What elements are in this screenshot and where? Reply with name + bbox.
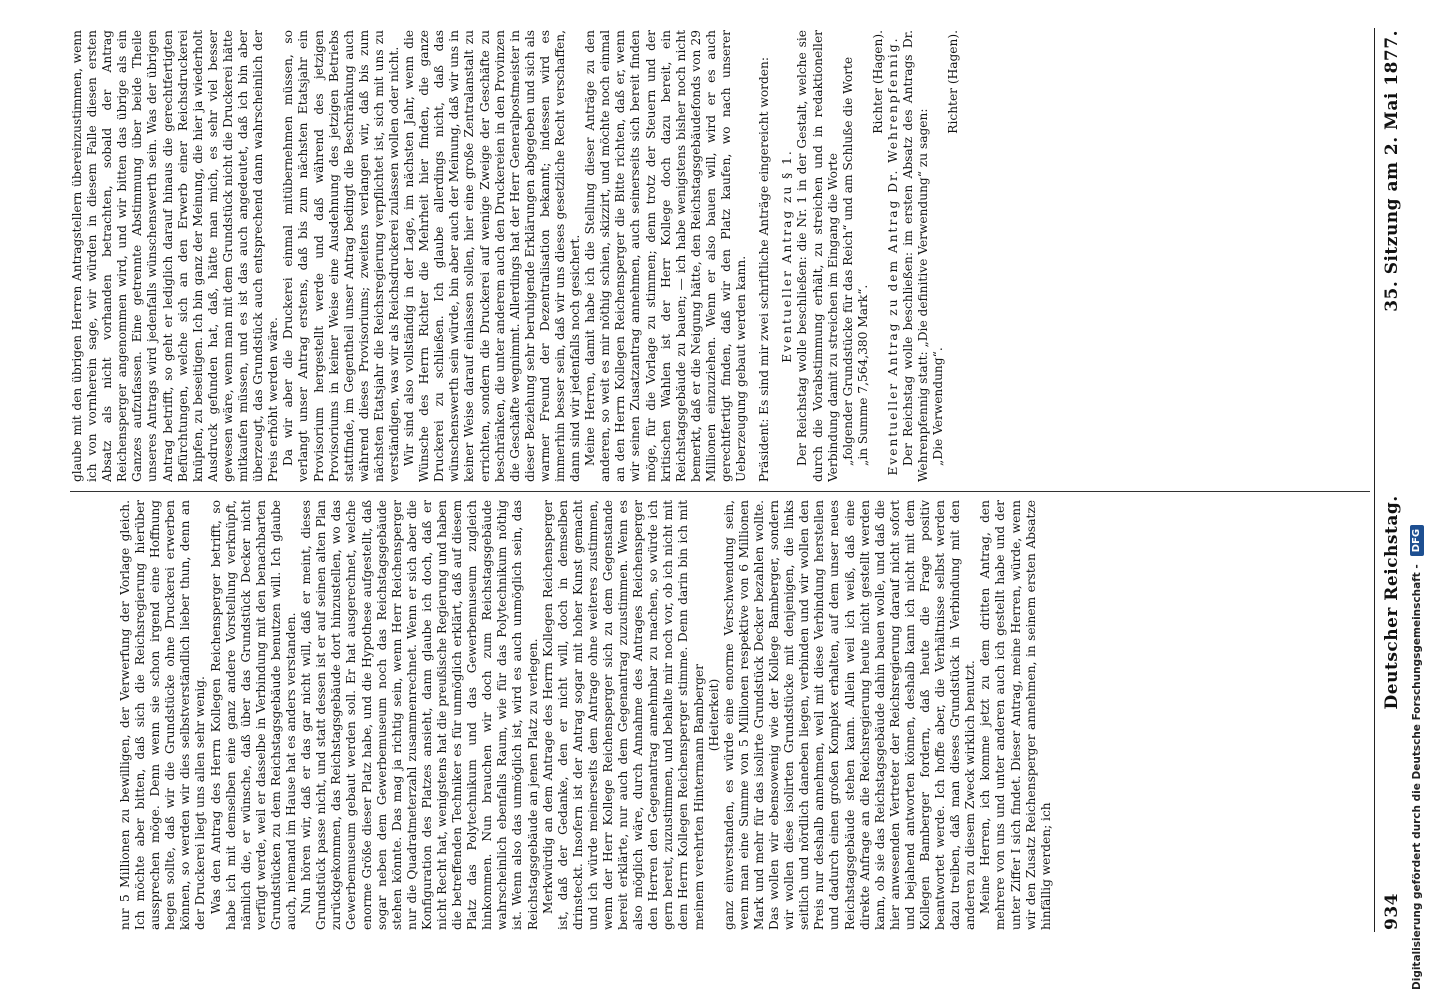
paragraph: Wir sind also vollständig in der Lage, im nächsten Jahr, wenn die Wünsche des Herrn Richter die Mehrheit hier finden, die ganze Druckerei zu schließen. Ich glaube allerdings nicht, daß das wünschenswerth sein würde, bin aber auch der Meinung, daß wir uns in keiner Weise darauf einlassen sollen, hier eine große Zentralanstalt zu errichten, sondern die Druckerei auf wenige Zweige der Geschäfte zu beschränken, die unter anderem auch den Druckereien in den Provinzen die Geschäfte wegnimmt. Allerdings hat der Herr Generalpostmeister in dieser Beziehung sehr beruhigende Erklärungen abgegeben und sich als warmer Freund der Dezentralisation bekannt; indessen wird es immerhin besser sein, daß wir uns dieses gesetzliche Recht verschaffen, dann sind wir jedenfalls noch gesichert.	[402, 30, 583, 482]
paragraph: nur 5 Millionen zu bewilligen, der Verwerfung der Vorlage gleich. Ich möchte aber bitten, daß sich die Reichsregierung hierüber aussprechen möge. Denn wenn sie schon irgend eine Hoffnung hegen sollte, daß wir die Grundstücke ohne Druckerei erwerben können, so werden wir dies selbstverständlich lieber thun, denn an der Druckerei liegt uns allen sehr wenig.	[118, 500, 208, 930]
header-rule	[1374, 28, 1375, 932]
paragraph: Was den Antrag des Herrn Kollegen Reichensperger betrifft, so habe ich mit demselben eine ganz andere Vorstellung verknüpft, nämlich die, er wünsche, daß über das Grundstück Decker nicht verfügt werde, weil er dasselbe in Verbindung mit den benachbarten Grundstücken zu dem Reichstagsgebäude benutzen will. Ich glaube auch, niemand im Hause hat es anders verstanden.	[208, 500, 299, 930]
paragraph: Da wir aber die Druckerei einmal mitübernehmen müssen, so verlangt unser Antrag erstens, daß bis zum nächsten Etatsjahr ein Provisorium hergestellt werde und daß während des jetzigen Provisoriums in keiner Weise eine Ausdehnung des jetzigen Betriebs stattfinde, im Gegentheil unser Antrag bedingt die Beschränkung auch während dieses Provisoriums; zweitens verlangen wir, daß bis zum nächsten Etatsjahr die Reichsregierung verpflichtet ist, sich mit uns zu verständigen, was wir als Reichsdruckerei zulassen wollen oder nicht.	[281, 30, 401, 482]
paragraph: Meine Herren, ich komme jetzt zu dem dritten Antrag, den mehrere von uns und unter anderen auch ich gestellt habe und der unter Ziffer I sich findet. Dieser Antrag, meine Herren, würde, wenn wir den Zusatz Reichensperger annehmen, in seinem ersten Absatze hinfällig werden; ich	[978, 500, 1053, 930]
text-column-right	[70, 30, 1370, 482]
session-title: 35. Sitzung am 2. Mai 1877.	[1382, 30, 1402, 312]
paragraph-gap	[749, 30, 757, 482]
text-column-left	[118, 500, 1368, 930]
dfg-logo-badge: DFG	[1410, 525, 1424, 556]
paragraph: Eventueller Antrag zu § 1.	[780, 149, 795, 363]
paragraph: (Heiterkeit)	[706, 678, 721, 752]
page-number: 934	[1382, 893, 1402, 930]
column-divider	[70, 491, 1370, 492]
paragraph: Der Reichstag wolle beschließen: die Nr. 1 in der Gestalt, welche sie durch die Vorabstimmung erhält, zu streichen und in redaktioneller Verbindung damit zu streichen im Eingang die Worte	[795, 30, 840, 482]
paragraph-gap	[772, 30, 780, 482]
paragraph: Merkwürdig an dem Antrage des Herrn Kollegen Reichensperger ist, daß der Gedanke, den er nicht will, doch in demselben drinsteckt. Insofern ist der Antrag sogar mit hoher Kunst gemacht und ich würde meinerseits dem Antrage ohne weiteres zustimmen, wenn der Herr Kollege Reichensperger sich zu dem Gegenstande bereit erklärte, nur auch dem Gegenantrag zuzustimmen. Wenn es also möglich wäre, durch Annahme des Antrages Reichensperger den Herren den Gegenantrag annehmbar zu machen, so würde ich gern bereit, zuzustimmen, und behalte mir noch vor, ob ich nicht mit dem Herrn Kollegen Reichensperger stimme. Denn darin bin ich mit meinem verehrten Hintermann Bamberger	[540, 500, 706, 930]
running-header	[1376, 30, 1408, 930]
paragraph: „in Summe 7,564,380 Mark“.	[855, 284, 870, 466]
dfg-stamp-text: Digitalisierung gefördert durch die Deutsche Forschungsgemeinschaft -	[1411, 564, 1423, 990]
paragraph: Eventueller Antrag zu dem Antrag Dr. Wehrenpfennig.	[885, 36, 900, 476]
paragraph: ganz einverstanden, es würde eine enorme Verschwendung sein, wenn man eine Summe von 5 Millionen respektive von 6 Millionen Mark und mehr für das isolirte Grundstück Decker bezahlen wollte. Das wollen wir ebensowenig wie der Kollege Bamberger, sondern wir wollen diese isolirten Grundstücke mit denjenigen, die links seitlich und nördlich daneben liegen, verbinden und wir wollen den Preis nur deshalb annehmen, weil mit diese Verbindung herstellen und dadurch einen großen Komplex erhalten, auf dem unser neues Reichstagsgebäude stehen kann. Allein weil ich weiß, daß eine direkte Anfrage an die Reichsregierung heute nicht gestellt werden kann, ob sie das Reichstagsgebäude dahin bauen wolle, und daß die hier anwesenden Vertreter der Reichsregierung darauf nicht sofort und bejahend antworten können, deshalb kann ich nicht mit dem Kollegen Bamberger fordern, daß heute die Frage positiv beantwortet werde. Ich hoffe aber, die Verhältnisse selbst werden dazu treiben, daß man dieses Grundstück in Verbindung mit den anderen zu diesem Zweck wirklich benutzt.	[721, 500, 978, 930]
paragraph: „folgender Grundstücke für das Reich“ und am Schluße die Worte	[840, 56, 855, 466]
paragraph: glaube mit den übrigen Herren Antragstellern übereinzustimmen, wenn ich von vornherein sage, wir würden in diesem Falle diesen ersten Absatz als nicht vorhanden betrachten, sobald der Antrag Reichensperger angenommen wird, und wir bitten das übrige als ein Ganzes aufzufassen. Eine getrennte Abstimmung über beide Theile unseres Antrags wird jedenfalls wünschenswerth sein. Was der übrigen Antrag betrifft, so geht er lediglich darauf hinaus die gerechtfertigten Befürchtungen, welche sich an den Erwerb einer Reichsdruckerei knüpfen, zu beseitigen. Ich bin ganz der Meinung, die hier ja wiederholt Ausdruck gefunden hat, daß, hätte man mich, es sehr viel besser gewesen wäre, wenn man mit dem Grundstück nicht die Druckerei hätte mitkaufen müssen, und es ist das auch angedeutet, daß ich bin aber überzeugt, das Grundstück auch entsprechend dann wahrscheinlich der Preis erhöht werden wäre.	[70, 30, 281, 482]
paragraph: Richter (Hagen).	[870, 30, 885, 134]
dfg-stamp	[1408, 10, 1426, 990]
paragraph: Der Reichstag wolle beschließen: im ersten Absatz des Antrags Dr. Wehrenpfennig statt: „Die definitive Verwendung“ zu sagen:	[901, 30, 931, 482]
paragraph: Präsident: Es sind mir zwei schriftliche Anträge eingereicht worden:	[757, 57, 772, 482]
paragraph: Nun hören wir, daß er das gar nicht will, daß er meint, dieses Grundstück passe nicht, und statt dessen ist er auf seinen alten Plan zurückgekommen, das Reichstagsgebäude dort hinzustellen, wo das Gewerbemuseum gebaut werden soll. Er hat ausgerechnet, welche enorme Größe dieser Platz habe, und die Hypothese aufgestellt, daß sogar neben dem Gewerbemuseum noch das Reichstagsgebäude stehen könnte. Das mag ja richtig sein, wenn Herr Reichensperger nur die Quadratmeterzahl zusammenrechnet. Wenn er sich aber die Konfiguration des Platzes ansieht, dann glaube ich doch, daß er nicht Recht hat, wenigstens hat die preußische Regierung und haben die betreffenden Techniker es für unmöglich erklärt, daß auf diesem Platz das Polytechnikum und das Gewerbemuseum zugleich hinkommen. Nun brauchen wir doch zum Reichstagsgebäude wahrscheinlich ebenfalls Raum, wie für das Polytechnikum nöthig ist. Wenn also das unmöglich ist, wird es auch unmöglich sein, das Reichstagsgebäude an jenen Platz zu verlegen.	[299, 500, 540, 930]
paragraph: Meine Herren, damit habe ich die Stellung dieser Anträge zu den anderen, so weit es mir nöthig schien, skizzirt, und möchte noch einmal an den Herrn Kollegen Reichensperger die Bitte richten, daß er, wenn wir seinen Zusatzantrag annehmen, auch seinerseits sich bereit finden möge, für die Vorlage zu stimmen; denn trotz der Steuern und der kritischen Wahlen ist der Herr Kollege doch dazu bereit, ein Reichstagsgebäude zu bauen; — ich habe wenigstens bisher noch nicht bemerkt, daß er die Neigung hätte, den Reichstagsgebäudefonds von 29 Millionen einzuziehen. Wenn er also bauen will, wird er es auch gerechtfertigt finden, daß wir den Platz kaufen, wo nach unserer Ueberzeugung gebaut werden kann.	[583, 30, 749, 482]
paragraph: Richter (Hagen).	[946, 30, 961, 134]
paragraph: „Die Verwendung“.	[931, 347, 946, 466]
publication-title: Deutscher Reichstag.	[1382, 495, 1402, 710]
